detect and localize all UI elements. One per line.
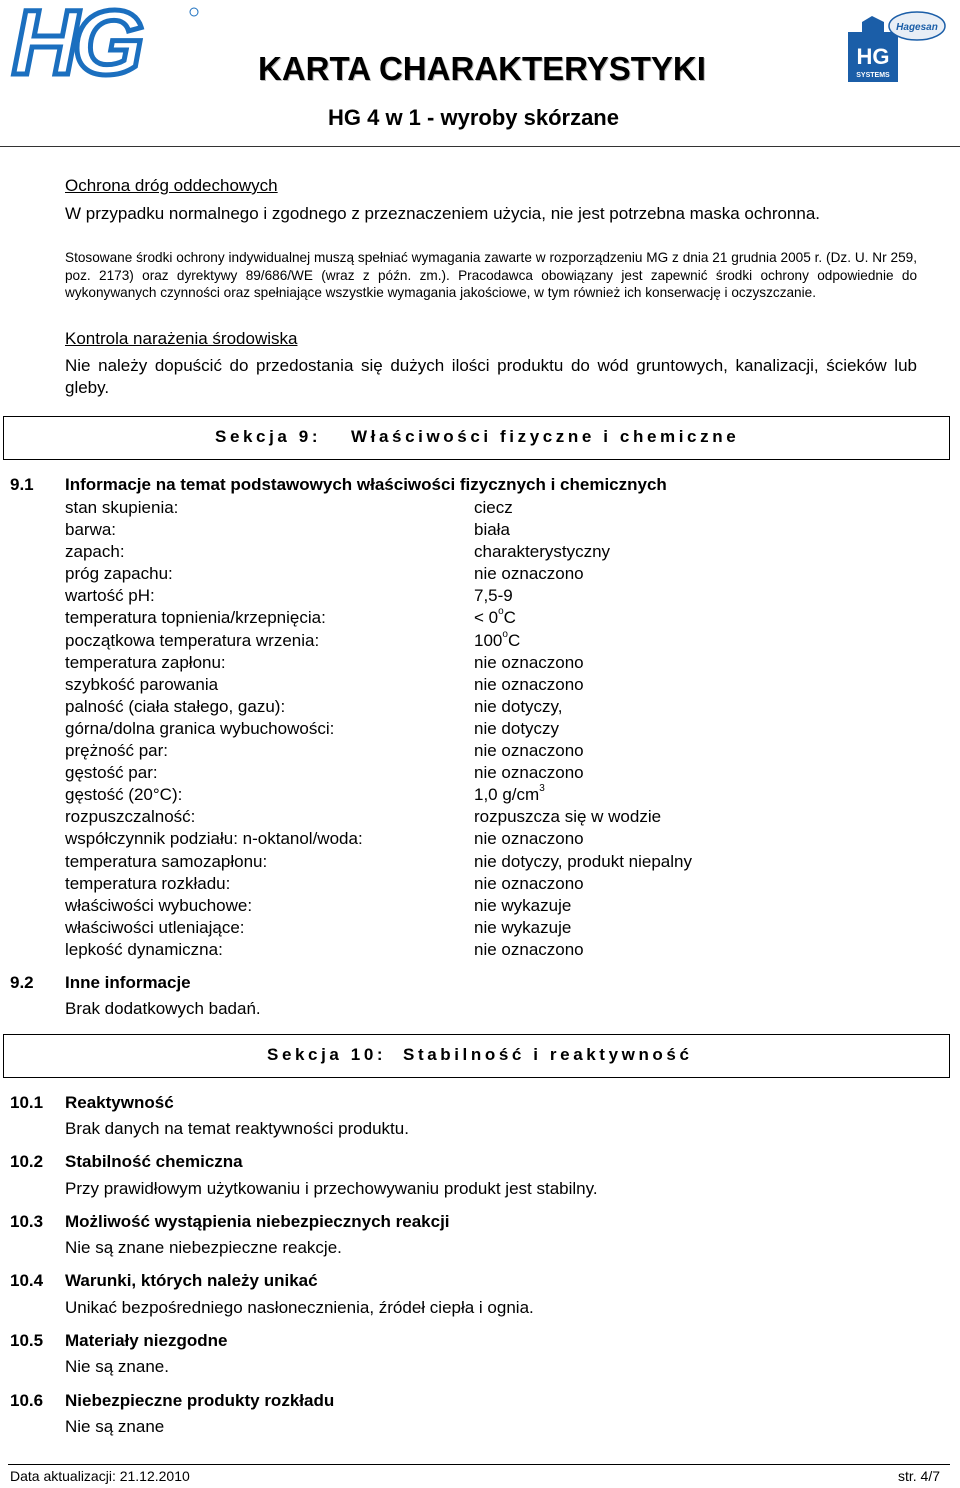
header-divider: [0, 146, 960, 147]
property-row: [65, 762, 765, 784]
update-date: Data aktualizacji: 21.12.2010: [10, 1468, 190, 1484]
property-label: temperatura rozkładu:: [65, 873, 231, 893]
subsection-number: 10.1: [10, 1093, 44, 1112]
respiratory-heading: Ochrona dróg oddechowych: [65, 176, 278, 195]
property-label: lepkość dynamiczna:: [65, 939, 223, 959]
property-value: nie oznaczono: [474, 564, 584, 584]
property-row: [65, 806, 765, 828]
subsection-text: Nie są znane: [65, 1417, 165, 1436]
property-value: < $0^oC$: [474, 606, 516, 628]
respiratory-text: W przypadku normalnego i zgodnego z przeznaczeniem użycia, nie jest potrzebna maska ochronna.: [65, 204, 821, 223]
property-value: 100$^o$C: [474, 628, 521, 650]
property-value: nie oznaczono: [474, 741, 584, 761]
property-row: [65, 630, 765, 652]
svg-text:Hagesan: Hagesan: [896, 22, 938, 33]
property-value: biała: [474, 520, 510, 540]
subsection-heading: Stabilność chemiczna: [65, 1152, 243, 1171]
subsection-text: Brak dodatkowych badań.: [65, 999, 261, 1018]
property-label: początkowa temperatura wrzenia:: [65, 630, 320, 650]
property-label: prężność par:: [65, 741, 168, 761]
subsection-heading: Warunki, których należy unikać: [65, 1271, 318, 1290]
property-value: nie wykazuje: [474, 895, 572, 915]
property-value: 7,5-9: [474, 586, 513, 606]
svg-text:HG: HG: [856, 44, 890, 69]
svg-text:HG: HG: [12, 2, 138, 82]
section-9-title: Właściwości fizyczne i chemiczne: [351, 427, 740, 446]
property-label: zapach:: [65, 542, 125, 562]
subsection-number: 9.2: [10, 973, 34, 992]
subsection-number: 10.2: [10, 1152, 44, 1171]
property-value: nie dotyczy, produkt niepalny: [474, 851, 692, 871]
property-value: nie oznaczono: [474, 939, 584, 959]
property-row: [65, 563, 765, 585]
property-label: barwa:: [65, 520, 117, 540]
section-10-title: Stabilność i reaktywność: [403, 1045, 693, 1064]
subsection-number: 10.4: [10, 1271, 44, 1290]
subsection-heading: Możliwość wystąpienia niebezpiecznych reakcji: [65, 1212, 450, 1231]
section-9-label: Sekcja 9:: [215, 427, 322, 446]
property-value: nie dotyczy: [474, 718, 560, 738]
property-row: [65, 652, 765, 674]
property-row: [65, 497, 765, 519]
document-title: KARTA CHARAKTERYSTYKI: [258, 50, 706, 87]
property-row: [65, 674, 765, 696]
subsection-text: Nie są znane niebezpieczne reakcje.: [65, 1238, 342, 1257]
property-row: [65, 895, 765, 917]
property-value: nie oznaczono: [474, 674, 584, 694]
subsection-number: 10.5: [10, 1331, 44, 1350]
property-row: [65, 519, 765, 541]
section-10-label: Sekcja 10:: [267, 1045, 387, 1064]
property-label: temperatura topnienia/krzepnięcia:: [65, 608, 326, 628]
property-label: próg zapachu:: [65, 564, 173, 584]
subsection-text: Przy prawidłowym użytkowaniu i przechowywaniu produkt jest stabilny.: [65, 1179, 598, 1198]
property-label: gęstość par:: [65, 763, 158, 783]
subsection-text: Brak danych na temat reaktywności produktu.: [65, 1119, 409, 1138]
property-value: nie oznaczono: [474, 829, 584, 849]
property-value: nie oznaczono: [474, 763, 584, 783]
properties-list: [65, 497, 765, 961]
subsection-heading: Informacje na temat podstawowych właściwości fizycznych i chemicznych: [65, 475, 667, 494]
property-row: [65, 740, 765, 762]
subsection-number: 10.6: [10, 1391, 44, 1410]
subsection-text: Nie są znane.: [65, 1357, 169, 1376]
property-value: ciecz: [474, 498, 513, 517]
property-label: współczynnik podziału: n-oktanol/woda:: [65, 829, 363, 849]
property-value: nie oznaczono: [474, 652, 584, 672]
property-label: gęstość (20°C):: [65, 785, 183, 805]
property-row: [65, 784, 765, 806]
property-row: [65, 696, 765, 718]
environment-text: Nie należy dopuścić do przedostania się dużych ilości produktu do wód gruntowych, kanalizacji, ścieków lub gleby.: [65, 356, 917, 397]
subsection-heading: Materiały niezgodne: [65, 1331, 228, 1350]
property-value: charakterystyczny: [474, 542, 611, 562]
property-row: [65, 851, 765, 873]
subsection-number: 10.3: [10, 1212, 44, 1231]
svg-text:SYSTEMS: SYSTEMS: [856, 72, 890, 79]
property-row: [65, 873, 765, 895]
property-label: wartość pH:: [65, 586, 155, 606]
property-label: stan skupienia:: [65, 498, 179, 517]
subsection-heading: Niebezpieczne produkty rozkładu: [65, 1391, 335, 1410]
environment-heading: Kontrola narażenia środowiska: [65, 329, 298, 348]
section-10-header: [3, 1034, 950, 1078]
property-value: rozpuszcza się w wodzie: [474, 807, 662, 827]
subsection-number: 9.1: [10, 475, 34, 494]
page-number: str. 4/7: [897, 1468, 940, 1484]
hg-systems-logo: [842, 4, 952, 84]
property-row: [65, 917, 765, 939]
property-row: [65, 607, 765, 629]
property-label: temperatura samozapłonu:: [65, 851, 268, 871]
property-value: nie dotyczy,: [474, 696, 563, 716]
product-name: HG 4 w 1 - wyroby skórzane: [328, 105, 619, 130]
property-row: [65, 828, 765, 850]
property-value: nie wykazuje: [474, 917, 572, 937]
property-row: [65, 718, 765, 740]
subsection-heading: Inne informacje: [65, 973, 191, 992]
respiratory-regulation-text: Stosowane środki ochrony indywidualnej muszą spełniać wymagania zawarte w rozporządzeniu MG z dnia 21 grudnia 2005 r. (Dz. U. Nr 259, poz. 2173) oraz dyrektywy 89/686/WE (wraz z późn. zm.). Pracodawca obowiązany jest zapewnić środki ochrony odpowiednie do wykonywanych czynności oraz spełniające wszystkie wymagania jakościowe, w tym również ich konserwację i oczyszczanie.: [65, 250, 917, 300]
footer-divider: [8, 1464, 950, 1465]
property-label: szybkość parowania: [65, 674, 219, 694]
subsection-text: Unikać bezpośredniego nasłonecznienia, źródeł ciepła i ognia.: [65, 1298, 534, 1317]
property-label: właściwości utleniające:: [65, 917, 245, 937]
property-label: górna/dolna granica wybuchowości:: [65, 718, 335, 738]
property-value: 1,0 $g/cm^3$: [474, 783, 545, 805]
subsection-heading: Reaktywność: [65, 1093, 174, 1112]
property-label: palność (ciała stałego, gazu):: [65, 696, 286, 716]
property-label: temperatura zapłonu:: [65, 652, 226, 672]
property-label: rozpuszczalność:: [65, 807, 196, 827]
property-label: właściwości wybuchowe:: [65, 895, 253, 915]
property-row: [65, 541, 765, 563]
property-row: [65, 939, 765, 961]
property-row: [65, 585, 765, 607]
hg-logo: [8, 2, 200, 82]
property-value: nie oznaczono: [474, 873, 584, 893]
section-9-header: [3, 416, 950, 460]
